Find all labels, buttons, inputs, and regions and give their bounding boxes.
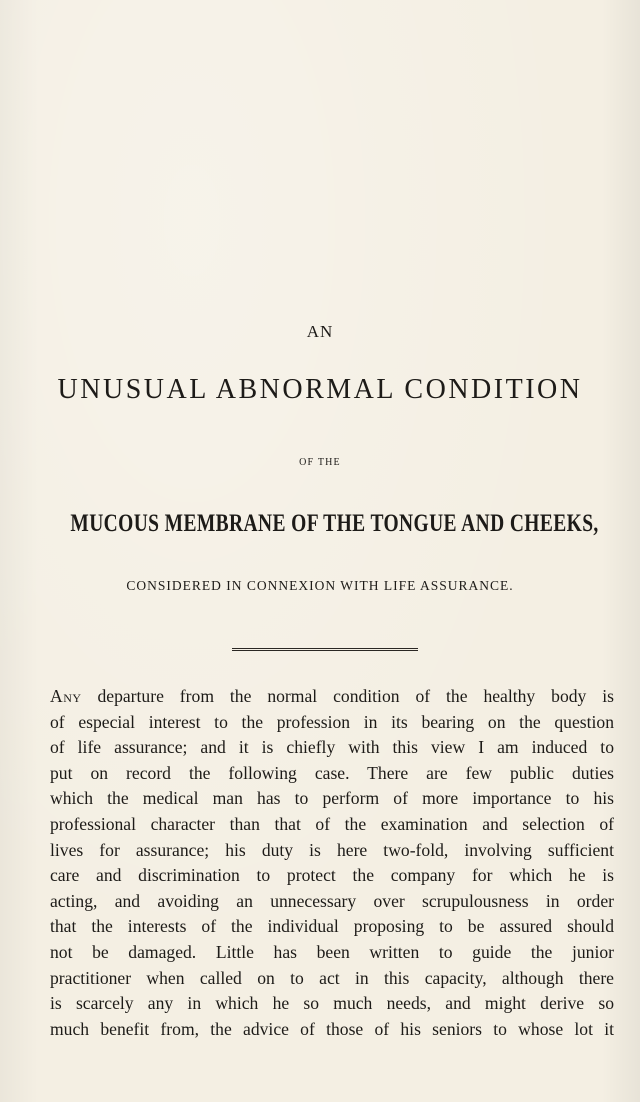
title-an: AN (306, 322, 334, 341)
body-line: not be damaged. Little has been written to guide the junior (50, 941, 614, 962)
body-line: acting, and avoiding an unnecessary over scrupulousness in order (50, 890, 614, 911)
body-line: lives for assurance; his duty is here two-fold, involving sufficient (50, 839, 614, 860)
body-paragraph (50, 684, 614, 1042)
title-considered: CONSIDERED IN CONNEXION WITH LIFE ASSURANCE. (126, 578, 514, 593)
lead-word: Any (50, 686, 82, 706)
body-line: much benefit from, the advice of those of his seniors to whose lot it (50, 1018, 614, 1039)
body-line: that the interests of the individual proposing to be assured should (50, 916, 614, 937)
subtitle: MUCOUS MEMBRANE OF THE TONGUE AND CHEEKS, (70, 510, 599, 537)
body-line-text: departure from the normal condition of the healthy body is (81, 686, 614, 706)
body-line: is scarcely any in which he so much needs, and might derive so (50, 993, 614, 1014)
body-line: of especial interest to the profession in its bearing on the question (50, 711, 614, 732)
main-title: UNUSUAL ABNORMAL CONDITION (57, 374, 583, 405)
body-line: practitioner when called on to act in this capacity, although there (50, 967, 614, 988)
body-line: which the medical man has to perform of more importance to his (50, 788, 614, 809)
body-line: professional character than that of the examination and selection of (50, 813, 614, 834)
section-divider-rule (232, 648, 418, 651)
body-line (50, 684, 614, 710)
body-line: put on record the following case. There are few public duties (50, 762, 614, 783)
body-line: of life assurance; and it is chiefly with this view I am induced to (50, 737, 614, 758)
title-of-the: OF THE (299, 457, 341, 468)
body-line: care and discrimination to protect the company for which he is (50, 865, 614, 886)
